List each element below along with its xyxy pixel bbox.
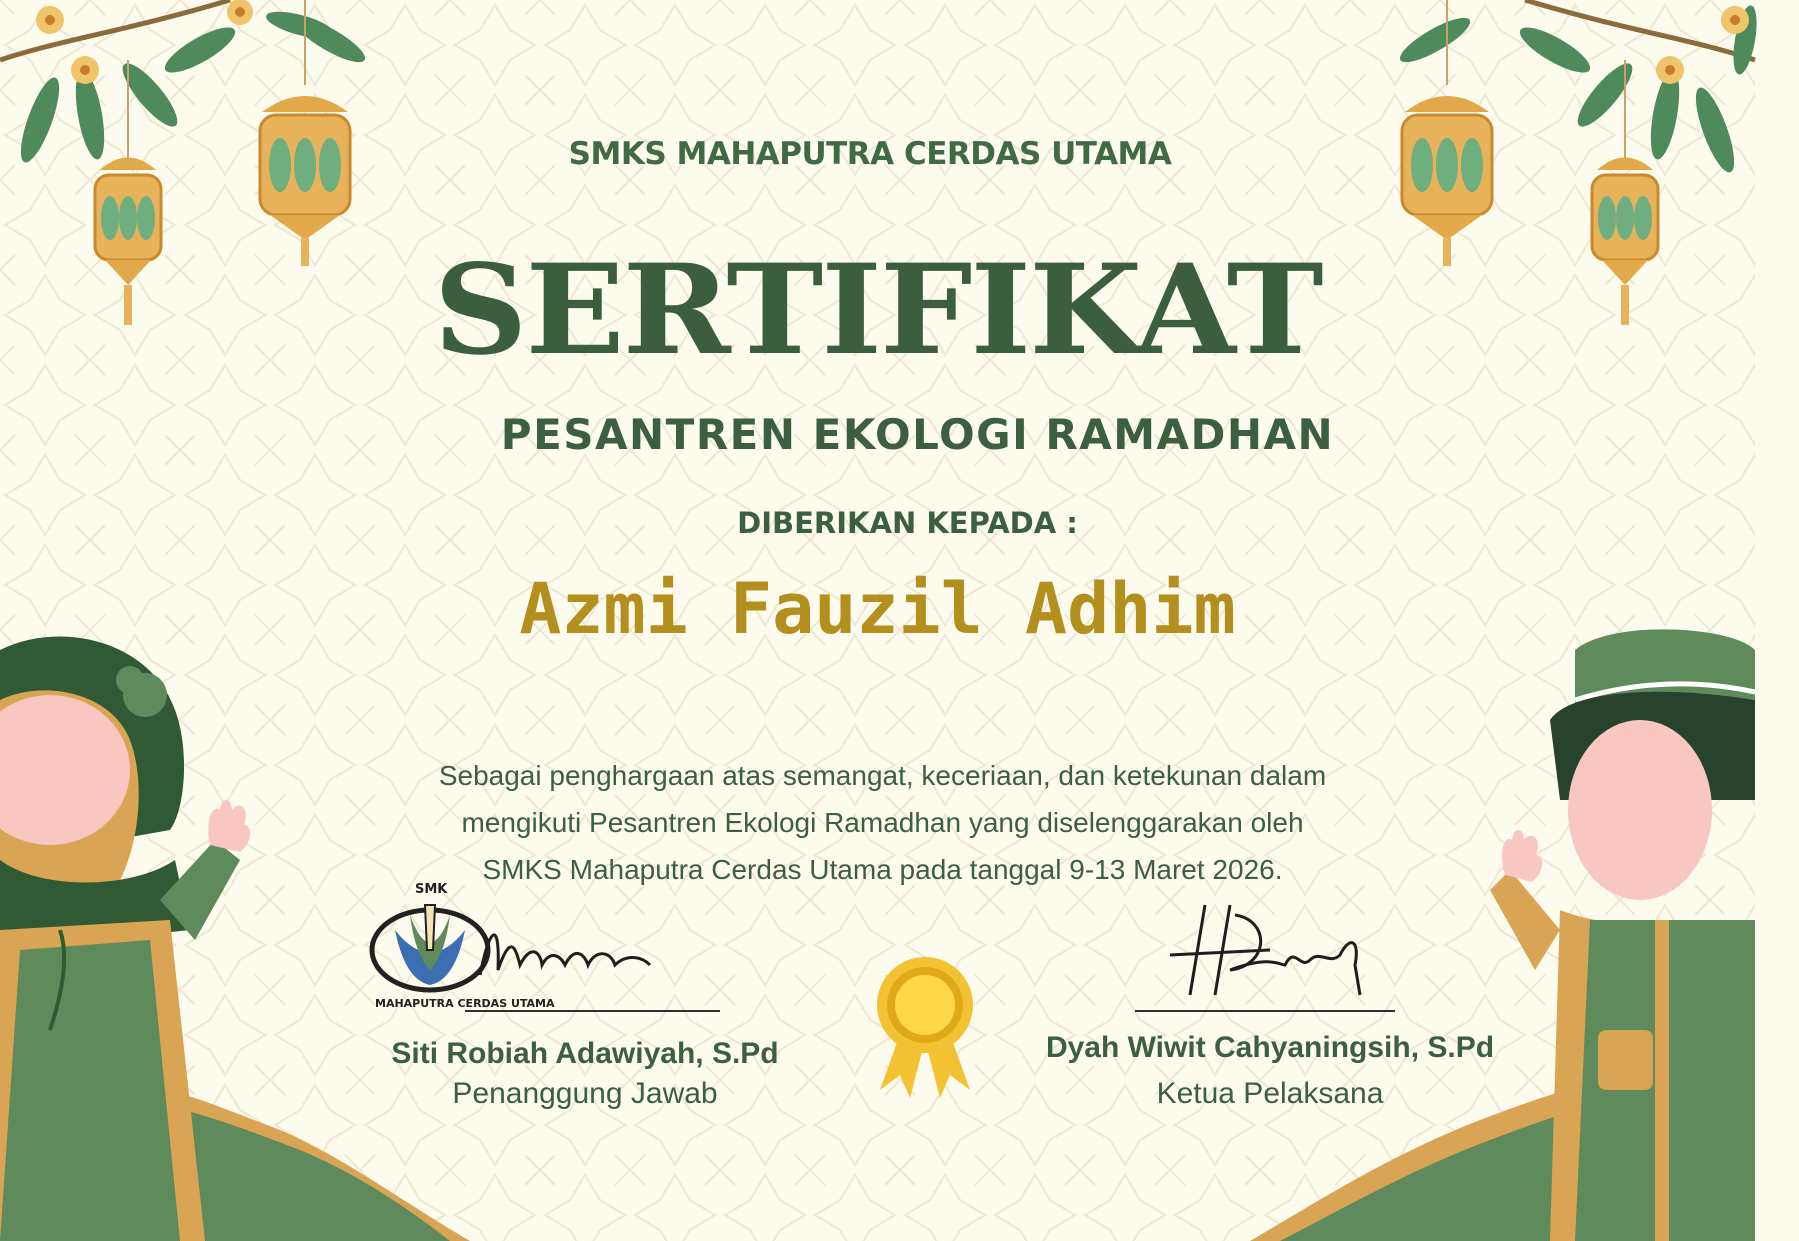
description-line: SMKS Mahaputra Cerdas Utama pada tanggal 9-13 Maret 2026. [482, 854, 1283, 885]
certificate-description [5, 752, 1760, 893]
signatory-name-left: Siti Robiah Adawiyah, S.Pd [391, 1037, 779, 1070]
description-line: mengikuti Pesantren Ekologi Ramadhan yang diselenggarakan oleh [461, 807, 1304, 838]
school-name: SMKS MAHAPUTRA CERDAS UTAMA [568, 136, 1172, 172]
signature-line-left [465, 1010, 720, 1012]
signatory-role-left: Penanggung Jawab [452, 1077, 718, 1110]
recipient-name: Azmi Fauzil Adhim [519, 568, 1236, 650]
signature-line-right [1135, 1010, 1395, 1012]
certificate-title: SERTIFIKAT [433, 238, 1322, 383]
boy-character-illustration [1490, 630, 1755, 1241]
award-rosette-icon [870, 950, 980, 1100]
given-to-label: DIBERIKAN KEPADA : [737, 506, 1078, 540]
event-name: PESANTREN EKOLOGI RAMADHAN [500, 410, 1335, 459]
girl-character-illustration [0, 630, 260, 1241]
signature-left [470, 915, 670, 990]
stamp-top-text: SMK [415, 882, 448, 897]
description-line: Sebagai penghargaan atas semangat, keceriaan, dan ketekunan dalam [438, 760, 1327, 791]
signatory-name-right: Dyah Wiwit Cahyaningsih, S.Pd [1045, 1031, 1495, 1064]
stamp-ring-text: MAHAPUTRA CERDAS UTAMA [375, 997, 555, 1010]
signature-right [1160, 895, 1380, 1005]
signatory-role-right: Ketua Pelaksana [1156, 1077, 1384, 1110]
